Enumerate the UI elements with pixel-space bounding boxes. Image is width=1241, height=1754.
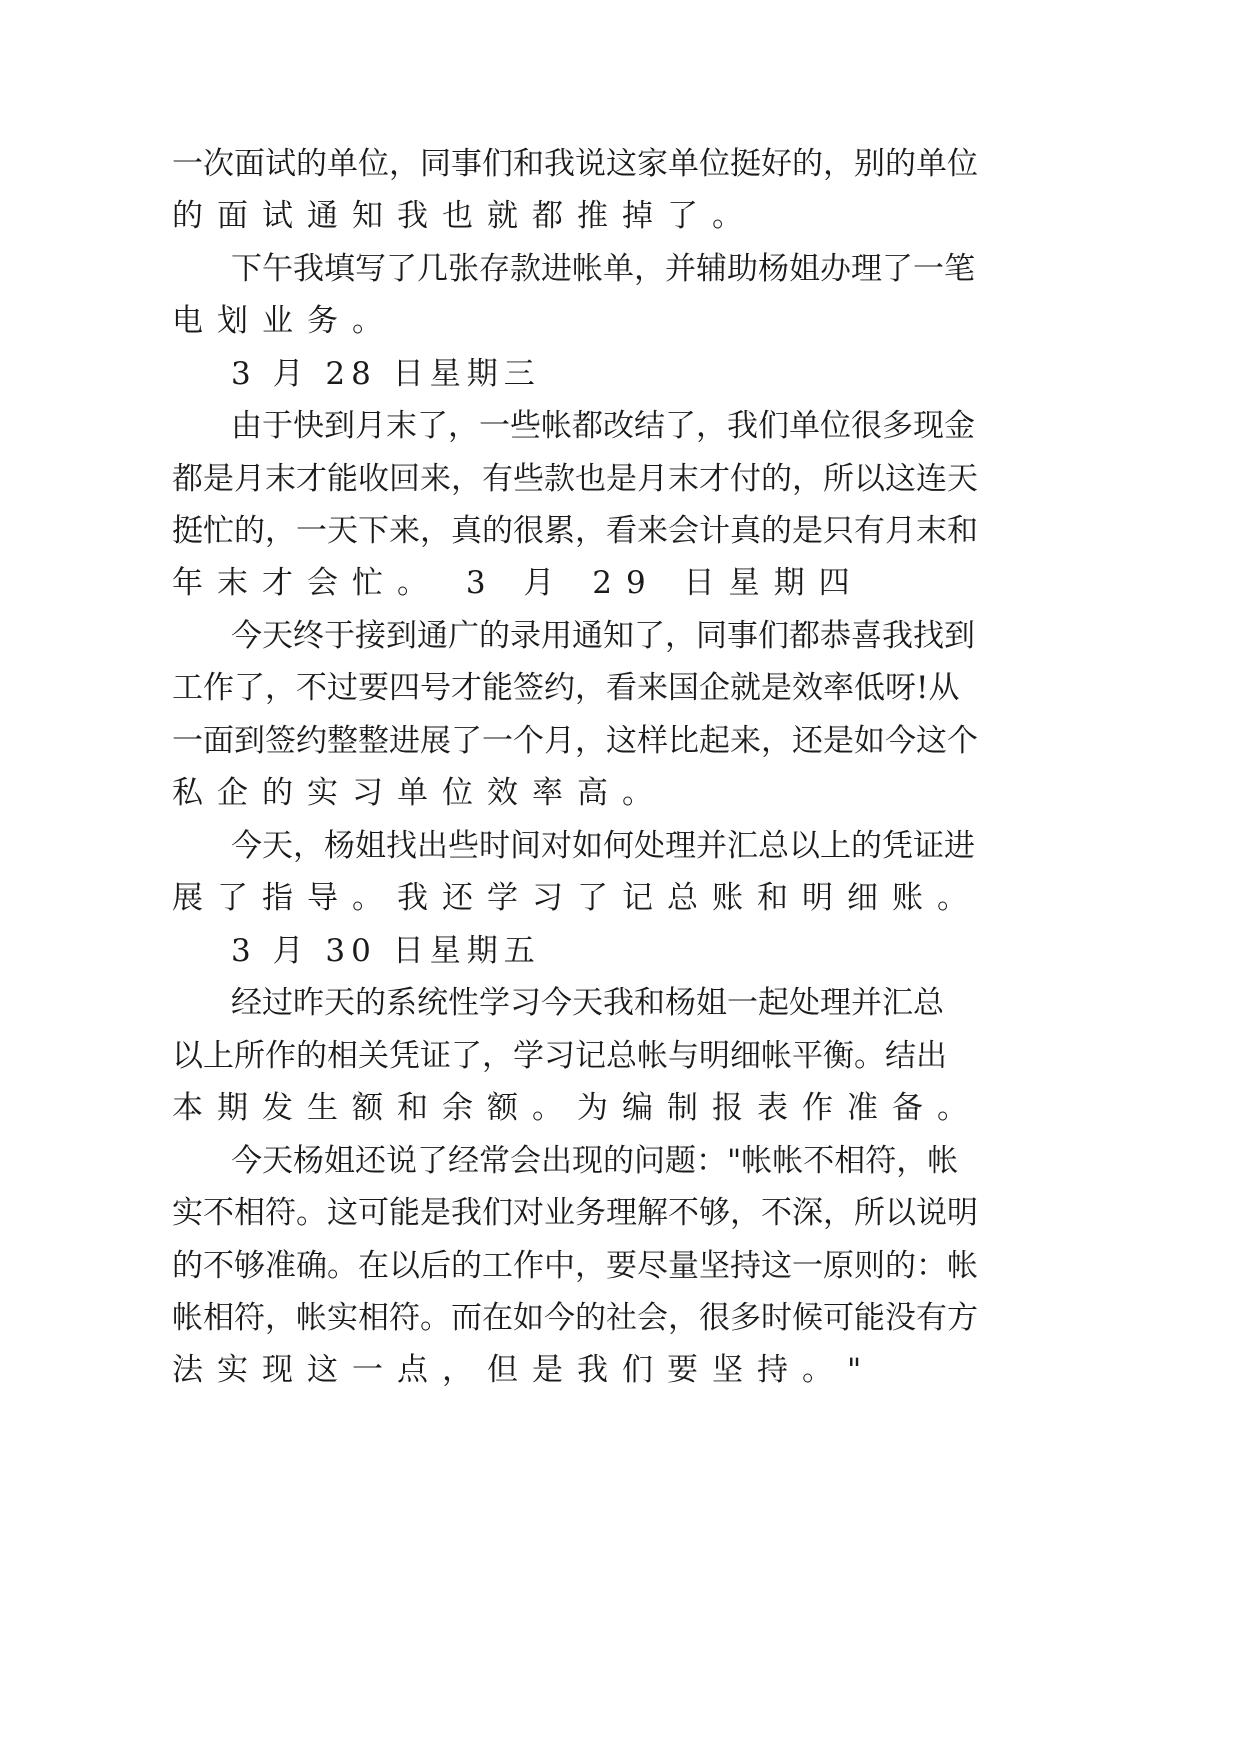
- text-line: 下 午 我 填 写 了 几 张 存 款 进 帐 单 ， 并 辅 助 杨 姐 办 理 了 一 笔: [231, 251, 975, 287]
- text-line: 的面试通知我也就都推掉了。: [172, 198, 757, 234]
- text-line: 经 过 昨 天 的 系 统 性 学 习 今 天 我 和 杨 姐 一 起 处 理 并 汇 总: [231, 985, 944, 1021]
- text-line: 挺 忙 的 ， 一 天 下 来 ， 真 的 很 累 ， 看 来 会 计 真 的 是 只 有 月 末 和: [172, 513, 978, 549]
- date-heading: 3 月 28 日星期三: [231, 356, 541, 392]
- text-line: 私企的实习单位效率高。: [172, 775, 667, 811]
- text-line: 今 天 ， 杨 姐 找 出 些 时 间 对 如 何 处 理 并 汇 总 以 上 的 凭 证 进: [231, 828, 975, 864]
- text-line: 工 作 了 ， 不 过 要 四 号 才 能 签 约 ， 看 来 国 企 就 是 效 率 低 呀 ! 从: [172, 670, 960, 706]
- text-line: 年末才会忙。 3 月 29 日星期四: [172, 565, 864, 601]
- text-line: 以 上 所 作 的 相 关 凭 证 了 ， 学 习 记 总 帐 与 明 细 帐 平 衡 。 结 出: [172, 1038, 947, 1074]
- text-line: 展了指导。我还学习了记总账和明细账。: [172, 880, 982, 916]
- text-line: 的 不 够 准 确 。 在 以 后 的 工 作 中 ， 要 尽 量 坚 持 这 一 原 则 的 ： 帐: [172, 1248, 978, 1284]
- text-line: 一 次 面 试 的 单 位 ， 同 事 们 和 我 说 这 家 单 位 挺 好 的 ， 别 的 单 位: [172, 146, 978, 182]
- text-line: 今 天 终 于 接 到 通 广 的 录 用 通 知 了 ， 同 事 们 都 恭 喜 我 找 到: [231, 618, 975, 654]
- text-line: 一 面 到 签 约 整 整 进 展 了 一 个 月 ， 这 样 比 起 来 ， 还 是 如 今 这 个: [172, 723, 978, 759]
- text-line: 今 天 杨 姐 还 说 了 经 常 会 出 现 的 问 题 ： " 帐 帐 不 相 符 ， 帐: [231, 1143, 959, 1179]
- text-line: 法实现这一点，但是我们要坚持。": [172, 1352, 876, 1388]
- text-line: 帐 相 符 ， 帐 实 相 符 。 而 在 如 今 的 社 会 ， 很 多 时 候 可 能 没 有 方: [172, 1300, 978, 1336]
- text-line: 都 是 月 末 才 能 收 回 来 ， 有 些 款 也 是 月 末 才 付 的 ， 所 以 这 连 天: [172, 461, 978, 497]
- text-line: 由 于 快 到 月 末 了 ， 一 些 帐 都 改 结 了 ， 我 们 单 位 很 多 现 金: [231, 408, 975, 444]
- text-line: 实 不 相 符 。 这 可 能 是 我 们 对 业 务 理 解 不 够 ， 不 深 ， 所 以 说 明: [172, 1195, 978, 1231]
- text-line: 电划业务。: [172, 303, 397, 339]
- text-line: 本期发生额和余额。为编制报表作准备。: [172, 1090, 982, 1126]
- date-heading: 3 月 30 日星期五: [231, 933, 541, 969]
